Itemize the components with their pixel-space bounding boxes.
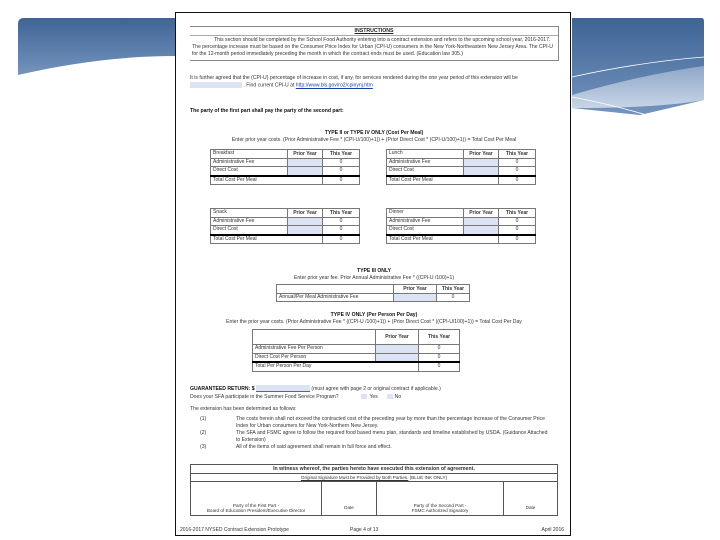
guaranteed-return-input[interactable]: [256, 385, 310, 392]
type3-table: Prior Year This Year Annual/Per Meal Administrative Fee 0: [276, 284, 470, 302]
type4-admin-prior-input[interactable]: [376, 345, 419, 354]
guaranteed-return-row: GUARANTEED RETURN: $ (must agree with page 2 or original contract if applicable.): [190, 385, 441, 392]
document-page: [175, 12, 571, 536]
breakfast-admin-prior-input[interactable]: [288, 158, 323, 167]
type4-formula: Enter the prior year costs. (Prior Administrative Fee * ((CPI-U /100)+1)) + (Prior Direct Cost * ((CPI-U/100)+1)) = Total Cost Per Day: [226, 319, 522, 326]
signature-table: In witness whereof, the parties hereto have executed this extension of agreement. Original Signature Must be Provided by Both Parties. (BLUE INK ONLY) Party of the First Part - Board of Education President/Executive Director Date Party of the Second Part - FSMC Authorized Signatory Date: [190, 464, 558, 516]
breakfast-direct-prior-input[interactable]: [288, 167, 323, 176]
second-party-signature[interactable]: Party of the Second Part - FSMC Authorized Signatory: [377, 482, 504, 516]
dinner-table: Dinner Prior Year This Year Administrative Fee 0 Direct Cost 0 Total Cost Per Meal 0: [386, 208, 536, 244]
type2-title: TYPE II or TYPE IV ONLY (Cost Per Meal): [324, 130, 424, 136]
page-number: Page 4 of 13: [350, 527, 379, 533]
list-item: (2) The SFA and FSMC agree to follow the required food based menu plan, standards and timeline established by USDA. (Guidance Attached to Extension): [200, 430, 548, 443]
cpi-link[interactable]: http://www.bls.gov/ro2/cpinynj.htm: [295, 82, 373, 89]
type2-formula: Enter prior year costs. (Prior Administrative Fee * (CPI-U/100)+1)) + (Prior Direct Cost * (CPI-U/100)+1)) = Total Cost Per Meal: [231, 137, 517, 144]
instructions-heading: INSTRUCTIONS: [190, 27, 558, 36]
footer-date: April 2016: [541, 527, 564, 533]
first-party-date[interactable]: Date: [322, 482, 377, 516]
footer-left: 2016-2017 NYSED Contract Extension Prototype: [180, 527, 289, 533]
sfsp-row: Does your SFA participate in the Summer Food Service Program? Yes No: [190, 394, 402, 400]
sfsp-no-checkbox[interactable]: [387, 394, 393, 399]
lunch-direct-prior-input[interactable]: [464, 167, 499, 176]
determined-intro: The extension has been determined as follows:: [190, 406, 297, 412]
instructions-text: This section should be completed by the School Food Authority entering into a contract extension and refers to the upcoming school year, 2016-2017. The percentage increase must be based on the Consumer Price Index for Urban (CPI-U) consumers in the New York-Northeastern New Jersey Area. The CPI-U for the 12-month period immediately preceding the month in which the contract ends must be used. (Education law 305.): [192, 37, 553, 58]
lunch-table: Lunch Prior Year This Year Administrative Fee 0 Direct Cost 0 Total Cost Per Meal 0: [386, 149, 536, 185]
list-item: (1) The costs herein shall not exceed the contracted cost of the preceding year by more than the percentage increase of the Consumer Price Index for Urban consumers for New York-Northern New Jersey.: [200, 416, 545, 429]
list-item: (3) All of the items of said agreement shall remain in full force and effect.: [200, 444, 392, 450]
second-party-date[interactable]: Date: [504, 482, 558, 516]
cpi-input[interactable]: [190, 82, 242, 88]
determined-list: [200, 416, 550, 451]
type4-direct-prior-input[interactable]: [376, 353, 419, 362]
type3-title: TYPE III ONLY: [356, 268, 392, 274]
type3-prior-input[interactable]: [394, 293, 437, 302]
type2-header: [186, 130, 562, 144]
breakfast-table: Breakfast Prior Year This Year Administrative Fee 0 Direct Cost 0 Total Cost Per Meal 0: [210, 149, 360, 185]
sfsp-yes-checkbox[interactable]: [361, 394, 367, 399]
snack-direct-prior-input[interactable]: [288, 226, 323, 235]
instructions-box: [190, 26, 559, 61]
snack-admin-prior-input[interactable]: [288, 217, 323, 226]
dinner-direct-prior-input[interactable]: [464, 226, 499, 235]
type4-table: Prior Year This Year Administrative Fee Per Person 0 Direct Cost Per Person 0 Total Per Person Per Day 0: [252, 329, 460, 372]
first-party-signature[interactable]: Party of the First Part - Board of Education President/Executive Director: [191, 482, 322, 516]
snack-table: Snack Prior Year This Year Administrative Fee 0 Direct Cost 0 Total Cost Per Meal 0: [210, 208, 360, 244]
lunch-admin-prior-input[interactable]: [464, 158, 499, 167]
type3-header: [190, 268, 558, 282]
cpi-paragraph: It is further agreed that the (CPI-U) percentage of increase in cost, if any, for services rendered during the one year period of this extension will be . Find current CPI-U at http://www.bls.gov/ro2/cpinynj.htm: [190, 75, 518, 89]
type4-title: TYPE IV ONLY (Per Person Per Day): [330, 312, 418, 318]
party-statement: The party of the first part shall pay the party of the second part:: [190, 108, 344, 114]
type3-formula: Enter prior year fee. Prior Annual Administrative Fee * ((CPI-U /100)+1): [293, 275, 455, 282]
dinner-admin-prior-input[interactable]: [464, 217, 499, 226]
type4-header: [180, 312, 568, 326]
